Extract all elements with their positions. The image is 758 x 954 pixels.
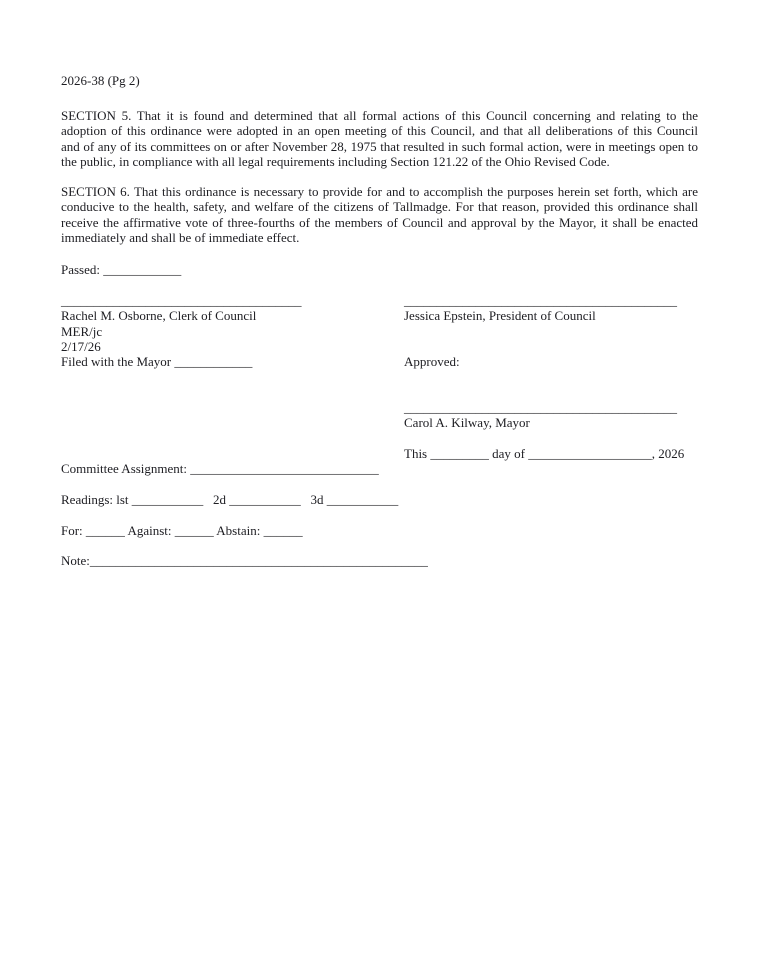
section-5-paragraph <box>61 108 698 170</box>
clerk-date: 2/17/26 <box>61 339 101 354</box>
section-6-line-1: SECTION 6. That this ordinance is necessary to provide for and to accomplish the purposes herein set forth, which are <box>61 184 698 199</box>
section-5-line-3: and of any of its committees on or after November 28, 1975 that resulted in such formal action, were in meetings open to <box>61 138 698 154</box>
president-name: Jessica Epstein, President of Council <box>404 308 596 323</box>
ordinance-number: 2026-38 (Pg 2) <box>61 73 140 88</box>
clerk-signature-line: _____________________________________ <box>61 293 302 308</box>
section-5-line-2: adoption of this ordinance were adopted in an open meeting of this Council, and that all deliberations of this Council <box>61 123 698 139</box>
clerk-initials: MER/jc <box>61 324 103 339</box>
section-6-line-4: immediately and shall be of immediate effect. <box>61 230 300 246</box>
section-6-line-2: conducive to the health, safety, and welfare of the citizens of Tallmadge. For that reason, provided this ordinance shall <box>61 199 698 215</box>
committee-assignment-line: Committee Assignment: _____________________________ <box>61 461 379 476</box>
section-6-line-3: receive the affirmative vote of three-fourths of the members of Council and approval by the Mayor, it shall be enacted <box>61 214 698 230</box>
vote-tally-line: For: ______ Against: ______ Abstain: ______ <box>61 523 303 538</box>
mayor-name: Carol A. Kilway, Mayor <box>404 415 530 430</box>
president-signature-line: __________________________________________ <box>404 293 677 308</box>
mayor-signature-line: __________________________________________ <box>404 400 677 415</box>
filed-with-mayor-line: Filed with the Mayor ____________ <box>61 354 253 369</box>
note-line: Note:____________________________________________________ <box>61 553 428 568</box>
clerk-name: Rachel M. Osborne, Clerk of Council <box>61 308 257 323</box>
approved-label: Approved: <box>404 354 460 369</box>
readings-line: Readings: lst ___________ 2d ___________ 3d ___________ <box>61 492 399 507</box>
section-5-line-1: SECTION 5. That it is found and determined that all formal actions of this Council concerning and relating to the <box>61 108 698 123</box>
section-5-line-4: the public, in compliance with all legal requirements including Section 121.22 of the Ohio Revised Code. <box>61 154 610 170</box>
approval-date-line: This _________ day of ___________________, 2026 <box>404 446 685 461</box>
passed-blank-line: Passed: ____________ <box>61 262 182 277</box>
section-6-paragraph <box>61 184 698 246</box>
